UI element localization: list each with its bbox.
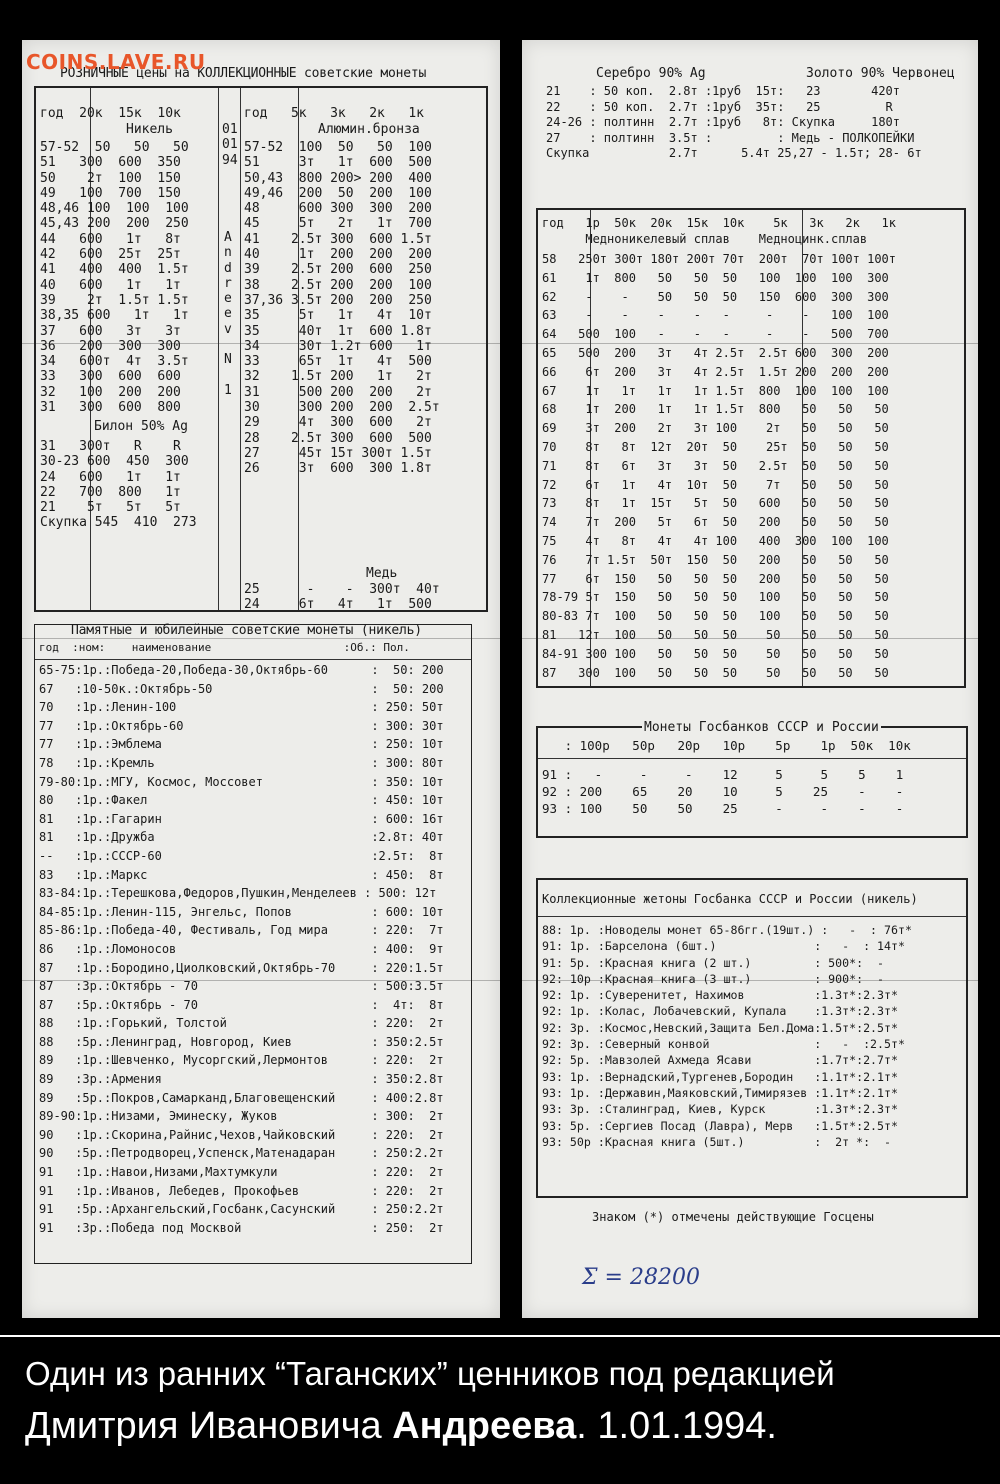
table-row: 62 - - 50 50 50 150 600 300 300: [542, 289, 889, 304]
table-row: 93: 1р. :Вернадский,Тургенев,Бородин :1.1т*:2.1т*: [542, 1069, 898, 1084]
middle-column-entry: n: [224, 245, 232, 261]
table-row: 37 600 3т 3т: [40, 323, 181, 339]
table-row: 89-90:1р.:Низами, Эминеску, Жуков : 300: 2т: [39, 1109, 444, 1124]
table-row: 31 500 200 200 2т: [244, 384, 432, 400]
table-row: 48,46 100 100 100: [40, 201, 189, 217]
table-row: 91 : - - - 12 5 5 5 1: [542, 767, 904, 782]
left-title: РОЗНИЧНЫЕ цены на КОЛЛЕКЦИОННЫЕ советские монеты: [60, 66, 427, 81]
table-row: 57-52 50 50 50: [40, 140, 189, 155]
middle-column-entry: r: [224, 275, 232, 291]
table-row: 93: 1р. :Державин,Маяковский,Тимирязев :1.1т*:2.1т*: [542, 1085, 898, 1100]
aluminium-bronze-label: Алюмин.бронза: [318, 122, 420, 137]
table-row: 34 30т 1.2т 600 1т: [244, 338, 432, 354]
table-row: 27 : полтинн 3.5т : : Медь - ПОЛКОПЕЙКИ: [546, 130, 915, 145]
table-row: 40 600 1т 1т: [40, 277, 181, 293]
table-row: 30-23 600 450 300: [40, 454, 189, 470]
commemorative-coins-table: [34, 624, 472, 1264]
table-row: 41 400 400 1.5т: [40, 262, 189, 278]
table-row: 87 300 100 50 50 50 50 50 50 50: [542, 665, 889, 680]
table-row: 81 12т 100 50 50 50 50 50 50 50: [542, 627, 889, 642]
middle-column-entry: 94: [222, 152, 238, 168]
copper-rows: [244, 582, 440, 613]
left-price-sheet: [22, 40, 500, 1318]
caption-name: Дмитрия Ивановича: [25, 1405, 393, 1447]
table-row: 61 1т 800 50 50 50 100 100 100 300: [542, 270, 889, 285]
table-row: 83 :1р.:Маркс : 450: 8т: [39, 867, 444, 882]
table-row: 78 :1р.:Кремль : 300: 80т: [39, 755, 444, 770]
caption-date: . 1.01.1994.: [576, 1405, 777, 1447]
nickel-rows: [40, 140, 189, 415]
table-row: 51 300 600 350: [40, 155, 181, 171]
tokens-title: Коллекционные жетоны Госбанка СССР и России (никель): [542, 892, 918, 906]
table-row: 70 8т 8т 12т 20т 50 25т 50 50 50: [542, 439, 889, 454]
table-row: 92: 3р. :Северный конвой : - :2.5т*: [542, 1037, 905, 1052]
table-row: 91 :3р.:Победа под Москвой : 250: 2т: [39, 1220, 444, 1235]
table-row: 88 :1р.:Горький, Толстой : 220: 2т: [39, 1016, 444, 1031]
table-row: 58 250т 300т 180т 200т 70т 200т 70т 100т 100т: [542, 252, 897, 266]
regular-coins-table: [34, 86, 488, 612]
table-row: 39 2.5т 200 600 250: [244, 262, 432, 278]
table-row: 45 5т 2т 1т 700: [244, 216, 432, 232]
table-row: 37,36 3.5т 200 200 250: [244, 292, 432, 308]
table-row: 33 300 600 600: [40, 369, 181, 385]
watermark: COINS.LAVE.RU: [26, 50, 206, 74]
table-row: 89 :1р.:Шевченко, Мусоргский,Лермонтов : 220: 2т: [39, 1053, 444, 1068]
table-row: 89 :5р.:Покров,Самарканд,Благовещенский : 400:2.8т: [39, 1090, 444, 1105]
middle-column-entry: e: [224, 306, 232, 322]
table-row: 28 2.5т 300 600 500: [244, 430, 432, 446]
table-row: 68 1т 200 1т 1т 1.5т 800 50 50 50: [542, 402, 889, 417]
table-row: 49,46 200 50 200 100: [244, 185, 432, 201]
middle-column-year: [222, 122, 238, 168]
table-row: 65 500 200 3т 4т 2.5т 2.5т 600 300 200: [542, 345, 889, 360]
table-row: 74 7т 200 5т 6т 50 200 50 50 50: [542, 515, 889, 530]
table-row: 48 600 300 300 200: [244, 201, 432, 217]
table-row: 80 :1р.:Факел : 450: 10т: [39, 793, 444, 808]
middle-column-letters: [224, 230, 232, 398]
tokens-rows: [542, 922, 912, 1150]
table-row: 81 :1р.:Дружба :2.8т: 40т: [39, 830, 444, 845]
table-row: 42 600 25т 25т: [40, 247, 181, 263]
table-row: 90 :5р.:Петродворец,Успенск,Матенадаран : 250:2.2т: [39, 1146, 444, 1161]
table-row: 49 100 700 150: [40, 185, 181, 201]
middle-column-entry: v: [224, 321, 232, 337]
table-row: 36 200 300 300: [40, 338, 181, 354]
right-table-header: год 5к 3к 2к 1к: [244, 106, 425, 121]
table-row: 64 500 100 - - - - - 500 700: [542, 327, 889, 342]
table-row: 92: 3р. :Космос,Невский,Защита Бел.Дома:1.5т*:2.5т*: [542, 1020, 898, 1035]
table-row: 92: 10р :Красная книга (3 шт.) : 900*: -: [542, 971, 885, 986]
table-row: 34 600т 4т 3.5т: [40, 354, 189, 370]
billon-rows: [40, 439, 197, 531]
table-row: 84-85:1р.:Ленин-115, Энгельс, Попов : 600: 10т: [39, 904, 444, 919]
footnote: Знаком (*) отмечены действующие Госцены: [592, 1210, 874, 1224]
table-row: 89 :3р.:Армения : 350:2.8т: [39, 1072, 444, 1087]
table-row: 32 100 200 200: [40, 384, 181, 400]
caption-line-1: Один из ранних “Таганских” ценников под редакцией: [25, 1355, 835, 1392]
table-row: 78-79 5т 150 50 50 50 100 50 50 50: [542, 590, 889, 605]
nickel-label: Никель: [126, 122, 173, 137]
table-row: 77 :1р.:Октябрь-60 : 300: 30т: [39, 718, 444, 733]
table-row: 92: 5р. :Мавзолей Ахмеда Ясави :1.7т*:2.7т*: [542, 1053, 898, 1068]
table-row: 45,43 200 200 250: [40, 216, 189, 232]
header-divider: [35, 659, 471, 660]
middle-column-entry: 01: [222, 137, 238, 153]
table-row: 35 40т 1т 600 1.8т: [244, 323, 432, 339]
table-row: 33 65т 1т 4т 500: [244, 354, 432, 370]
billon-label: Билон 50% Ag: [94, 419, 188, 434]
table-row: 21 : 50 коп. 2.8т :1руб 15т: 23 420т: [546, 84, 901, 98]
table-row: 91 :5р.:Архангельский,Госбанк,Сасунский : 250:2.2т: [39, 1202, 444, 1217]
table-row: 24-26 : полтинн 2.7т :1руб 8т: Скупка 180т: [546, 115, 901, 129]
table-row: 91 :1р.:Иванов, Лебедев, Прокофьев : 220: 2т: [39, 1183, 444, 1198]
table-row: 93: 50р :Красная книга (5шт.) : 2т *: -: [542, 1134, 892, 1149]
commemorative-header: год :ном: наименование :Об.: Пол.: [39, 641, 410, 654]
silver-header: Серебро 90% Ag: [596, 66, 706, 81]
precious-metal-rows: [546, 84, 922, 162]
table-row: 67 :10-50к.:Октябрь-50 : 50: 200: [39, 681, 444, 696]
middle-column-entry: [224, 368, 232, 383]
table-row: Скупка 2.7т 5.4т 25,27 - 1.5т; 28- 6т: [546, 146, 922, 160]
table-row: 51 3т 1т 600 500: [244, 155, 432, 171]
table-row: 26 3т 600 300 1.8т: [244, 461, 432, 477]
table-row: 80-83 7т 100 50 50 50 100 50 50 50: [542, 609, 889, 624]
table-row: 30 300 200 200 2.5т: [244, 400, 440, 416]
table-row: 38 2.5т 200 200 100: [244, 277, 432, 293]
middle-column-entry: [224, 337, 232, 352]
table-row: 39 2т 1.5т 1.5т: [40, 292, 189, 308]
collectible-tokens-table: [536, 878, 968, 1198]
table-row: 31 300 600 800: [40, 400, 181, 416]
table-row: 87 :1р.:Бородино,Циолковский,Октябрь-70 : 220:1.5т: [39, 960, 444, 975]
table-row: 88 :5р.:Ленинград, Новгород, Киев : 350:2.5т: [39, 1034, 444, 1049]
table-row: 93: 5р. :Сергиев Посад (Лавра), Мерв :1.5т*:2.5т*: [542, 1118, 898, 1133]
gosbank-title: Монеты Госбанков СССР и России: [644, 720, 879, 735]
commemorative-rows: [39, 661, 444, 1237]
table-row: 75 4т 8т 4т 4т 100 400 300 100 100: [542, 533, 889, 548]
table-row: 24 600 1т 1т: [40, 469, 181, 485]
middle-column-entry: 01: [222, 122, 238, 137]
table-row: 87 :3р.:Октябрь - 70 : 500:3.5т: [39, 979, 444, 994]
caption-line-2: [25, 1405, 777, 1448]
table-row: Скупка 545 410 273: [40, 515, 197, 531]
table-row: 84-91 300 100 50 50 50 50 50 50 50: [542, 646, 889, 661]
middle-column-entry: e: [224, 291, 232, 307]
table-row: 44 600 1т 8т: [40, 231, 181, 247]
main-table-rows: [542, 250, 896, 682]
table-row: 41 2.5т 300 600 1.5т: [244, 231, 432, 247]
column-divider: [240, 88, 241, 610]
alloy-labels: Медноникелевый сплав Медноцинк.сплав: [542, 232, 868, 246]
table-row: 65-75:1р.:Победа-20,Победа-30,Октябрь-60 : 50: 200: [39, 663, 444, 677]
header-divider: [538, 758, 966, 759]
table-row: 91: 5р. :Красная книга (2 шт.) : 500*: -: [542, 955, 885, 970]
table-row: 22 : 50 коп. 2.7т :1руб 35т: 25 R: [546, 99, 893, 114]
caption: [0, 1335, 1000, 1484]
left-table-header: год 20к 15к 10к: [40, 106, 181, 121]
table-row: 67 1т 1т 1т 1т 1.5т 800 100 100 100: [542, 383, 889, 398]
table-row: 81 :1р.:Гагарин : 600: 16т: [39, 811, 444, 826]
table-row: 76 7т 1.5т 50т 150 50 200 50 50 50: [542, 552, 889, 567]
middle-column-entry: A: [224, 230, 232, 245]
gosbank-rows: [542, 766, 903, 817]
middle-column-entry: 1: [224, 382, 232, 398]
middle-column-entry: N: [224, 352, 232, 368]
middle-column-entry: d: [224, 260, 232, 276]
gosbank-header: : 100р 50р 20р 10р 5р 1р 50к 10к: [542, 738, 911, 753]
table-row: 63 - - - - - - - 100 100: [542, 308, 889, 323]
handwritten-total: Σ = 28200: [582, 1265, 700, 1290]
table-row: 93: 3р. :Сталинград, Киев, Курск :1.3т*:2.3т*: [542, 1102, 898, 1117]
table-row: 22 700 800 1т: [40, 484, 181, 500]
caption-surname: Андреева: [392, 1405, 577, 1447]
table-row: 29 4т 300 600 2т: [244, 415, 432, 431]
aluminium-bronze-rows: [244, 140, 440, 477]
table-row: 40 1т 200 200 200: [244, 247, 432, 263]
table-row: 92 : 200 65 20 10 5 25 - -: [542, 784, 904, 799]
table-row: 35 5т 1т 4т 10т: [244, 308, 432, 324]
table-row: 69 3т 200 2т 3т 100 2т 50 50 50: [542, 421, 889, 436]
regular-coins-1958-1991-table: [536, 208, 966, 688]
table-row: 93 : 100 50 50 25 - - - -: [542, 801, 904, 816]
table-row: 92: 1р. :Суверенитет, Нахимов :1.3т*:2.3т*: [542, 988, 898, 1003]
column-divider: [218, 88, 219, 610]
table-row: 32 1.5т 200 1т 2т: [244, 369, 432, 385]
table-row: -- :1р.:СССР-60 :2.5т: 8т: [39, 848, 444, 863]
table-row: 77 6т 150 50 50 50 200 50 50 50: [542, 571, 889, 586]
table-row: 27 45т 15т 300т 1.5т: [244, 445, 432, 461]
table-row: 71 8т 6т 3т 3т 50 2.5т 50 50 50: [542, 458, 889, 473]
table-row: 24 6т 4т 1т 500: [244, 597, 432, 613]
table-row: 70 :1р.:Ленин-100 : 250: 50т: [39, 700, 444, 715]
gosbank-coins-table: [536, 720, 968, 838]
copper-label: Медь: [366, 566, 398, 581]
main-table-header: год 1р 50к 20к 15к 10к 5к 3к 2к 1к: [542, 216, 897, 230]
table-row: 73 8т 1т 15т 5т 50 600 50 50 50: [542, 496, 889, 511]
table-row: 21 5т 5т 5т: [40, 500, 181, 516]
table-row: 57-52 100 50 50 100: [244, 140, 432, 155]
table-row: 88: 1р. :Новоделы монет 65-86гг.(19шт.) : - : 76т*: [542, 923, 912, 937]
table-row: 25 - - 300т 40т: [244, 582, 440, 597]
table-row: 92: 1р. :Колас, Лобачевский, Купала :1.3т*:2.3т*: [542, 1004, 898, 1019]
table-row: 77 :1р.:Эмблема : 250: 10т: [39, 737, 444, 752]
gold-header: Золото 90% Червонец: [806, 66, 955, 81]
table-row: 72 6т 1т 4т 10т 50 7т 50 50 50: [542, 477, 889, 492]
table-row: 85-86:1р.:Победа-40, Фестиваль, Год мира : 220: 7т: [39, 923, 444, 938]
table-row: 91 :1р.:Навои,Низами,Махтумкули : 220: 2т: [39, 1165, 444, 1180]
table-row: 90 :1р.:Скорина,Райнис,Чехов,Чайковский : 220: 2т: [39, 1127, 444, 1142]
table-row: 50,43 800 200> 200 400: [244, 170, 432, 186]
right-price-sheet: [522, 40, 978, 1318]
table-row: 66 6т 200 3т 4т 2.5т 1.5т 200 200 200: [542, 364, 889, 379]
commemorative-title: Памятные и юбилейные советские монеты (никель): [71, 623, 422, 638]
header-divider: [538, 916, 966, 917]
table-row: 38,35 600 1т 1т: [40, 308, 189, 324]
table-row: 50 2т 100 150: [40, 170, 181, 186]
table-row: 83-84:1р.:Терешкова,Федоров,Пушкин,Менделеев : 500: 12т: [39, 886, 437, 901]
table-row: 31 300т R R: [40, 439, 181, 454]
table-row: 79-80:1р.:МГУ, Космос, Моссовет : 350: 10т: [39, 774, 444, 789]
table-row: 86 :1р.:Ломоносов : 400: 9т: [39, 941, 444, 956]
table-row: 87 :5р.:Октябрь - 70 : 4т: 8т: [39, 997, 444, 1012]
table-row: 91: 1р. :Барселона (6шт.) : - : 14т*: [542, 939, 905, 954]
